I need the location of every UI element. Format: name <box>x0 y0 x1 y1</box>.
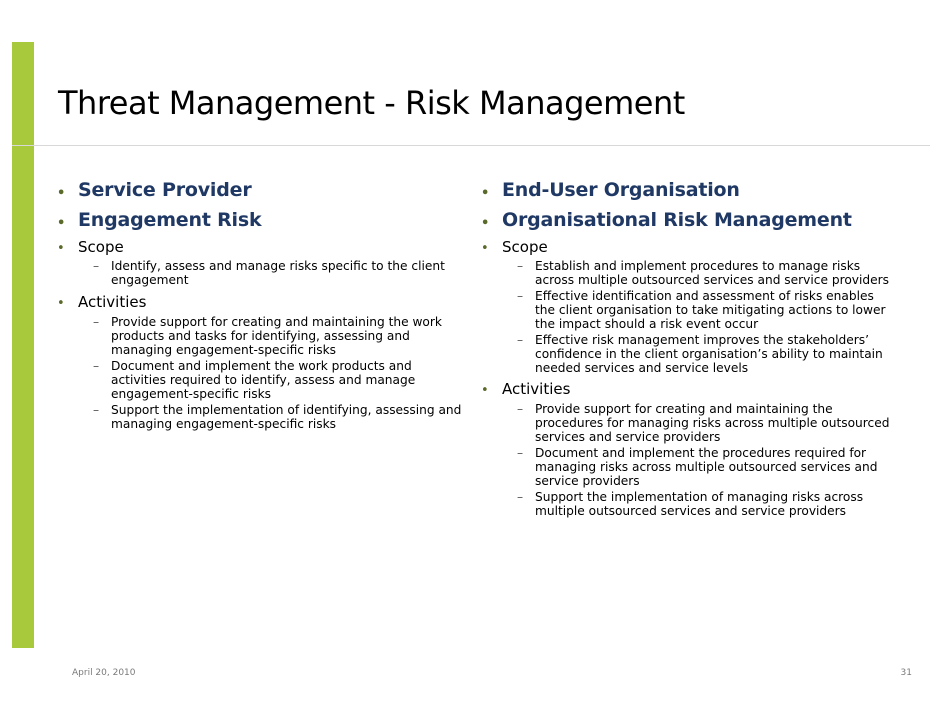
dash-icon: – <box>93 359 100 373</box>
bullet-icon: • <box>57 241 65 256</box>
dash-icon: – <box>93 259 100 273</box>
right-scope-label: • Scope <box>480 237 890 257</box>
dash-icon: – <box>517 446 524 460</box>
list-item: – Establish and implement procedures to manage risks across multiple outsourced services and service providers <box>517 259 889 287</box>
left-scope-label: • Scope <box>56 237 466 257</box>
page-number: 31 <box>900 668 912 678</box>
right-heading-organisational-risk-management: • Organisational Risk Management <box>480 208 890 232</box>
left-heading-engagement-risk: • Engagement Risk <box>56 208 466 232</box>
dash-icon: – <box>517 289 524 303</box>
left-heading-service-provider: • Service Provider <box>56 178 466 202</box>
slide-title: Threat Management - Risk Management <box>58 84 685 122</box>
list-item: – Support the implementation of identifying, assessing and managing engagement-specific risks <box>93 403 462 431</box>
title-divider <box>12 145 930 146</box>
dash-icon: – <box>517 490 524 504</box>
left-column <box>56 178 466 433</box>
right-activities-label: • Activities <box>480 379 890 399</box>
dash-icon: – <box>517 402 524 416</box>
dash-icon: – <box>517 259 524 273</box>
bullet-icon: • <box>57 296 65 311</box>
dash-icon: – <box>93 403 100 417</box>
list-item: – Support the implementation of managing risks across multiple outsourced services and service providers <box>517 490 864 518</box>
left-activities-label: • Activities <box>56 292 466 312</box>
right-column <box>480 178 890 520</box>
list-item: – Provide support for creating and maintaining the procedures for managing risks across multiple outsourced services and service providers <box>517 402 890 444</box>
list-item: – Document and implement the work products and activities required to identify, assess and manage engagement-specific risks <box>93 359 416 401</box>
bullet-icon: • <box>481 216 490 231</box>
dash-icon: – <box>517 333 524 347</box>
bullet-icon: • <box>57 216 66 231</box>
bullet-icon: • <box>481 186 490 201</box>
list-item: – Identify, assess and manage risks specific to the client engagement <box>93 259 445 287</box>
list-item: – Effective risk management improves the stakeholders’ confidence in the client organisation’s ability to maintain needed services and service levels <box>517 333 883 375</box>
bullet-icon: • <box>481 241 489 256</box>
list-item: – Document and implement the procedures required for managing risks across multiple outsourced services and service providers <box>517 446 878 488</box>
list-item: – Provide support for creating and maintaining the work products and tasks for identifying, assessing and managing engagement-specific risks <box>93 315 442 357</box>
accent-bar <box>12 42 34 648</box>
footer-date: April 20, 2010 <box>72 668 136 678</box>
bullet-icon: • <box>57 186 66 201</box>
right-heading-end-user-organisation: • End-User Organisation <box>480 178 890 202</box>
bullet-icon: • <box>481 383 489 398</box>
dash-icon: – <box>93 315 100 329</box>
list-item: – Effective identification and assessment of risks enables the client organisation to take mitigating actions to lower the impact should a risk event occur <box>517 289 886 331</box>
